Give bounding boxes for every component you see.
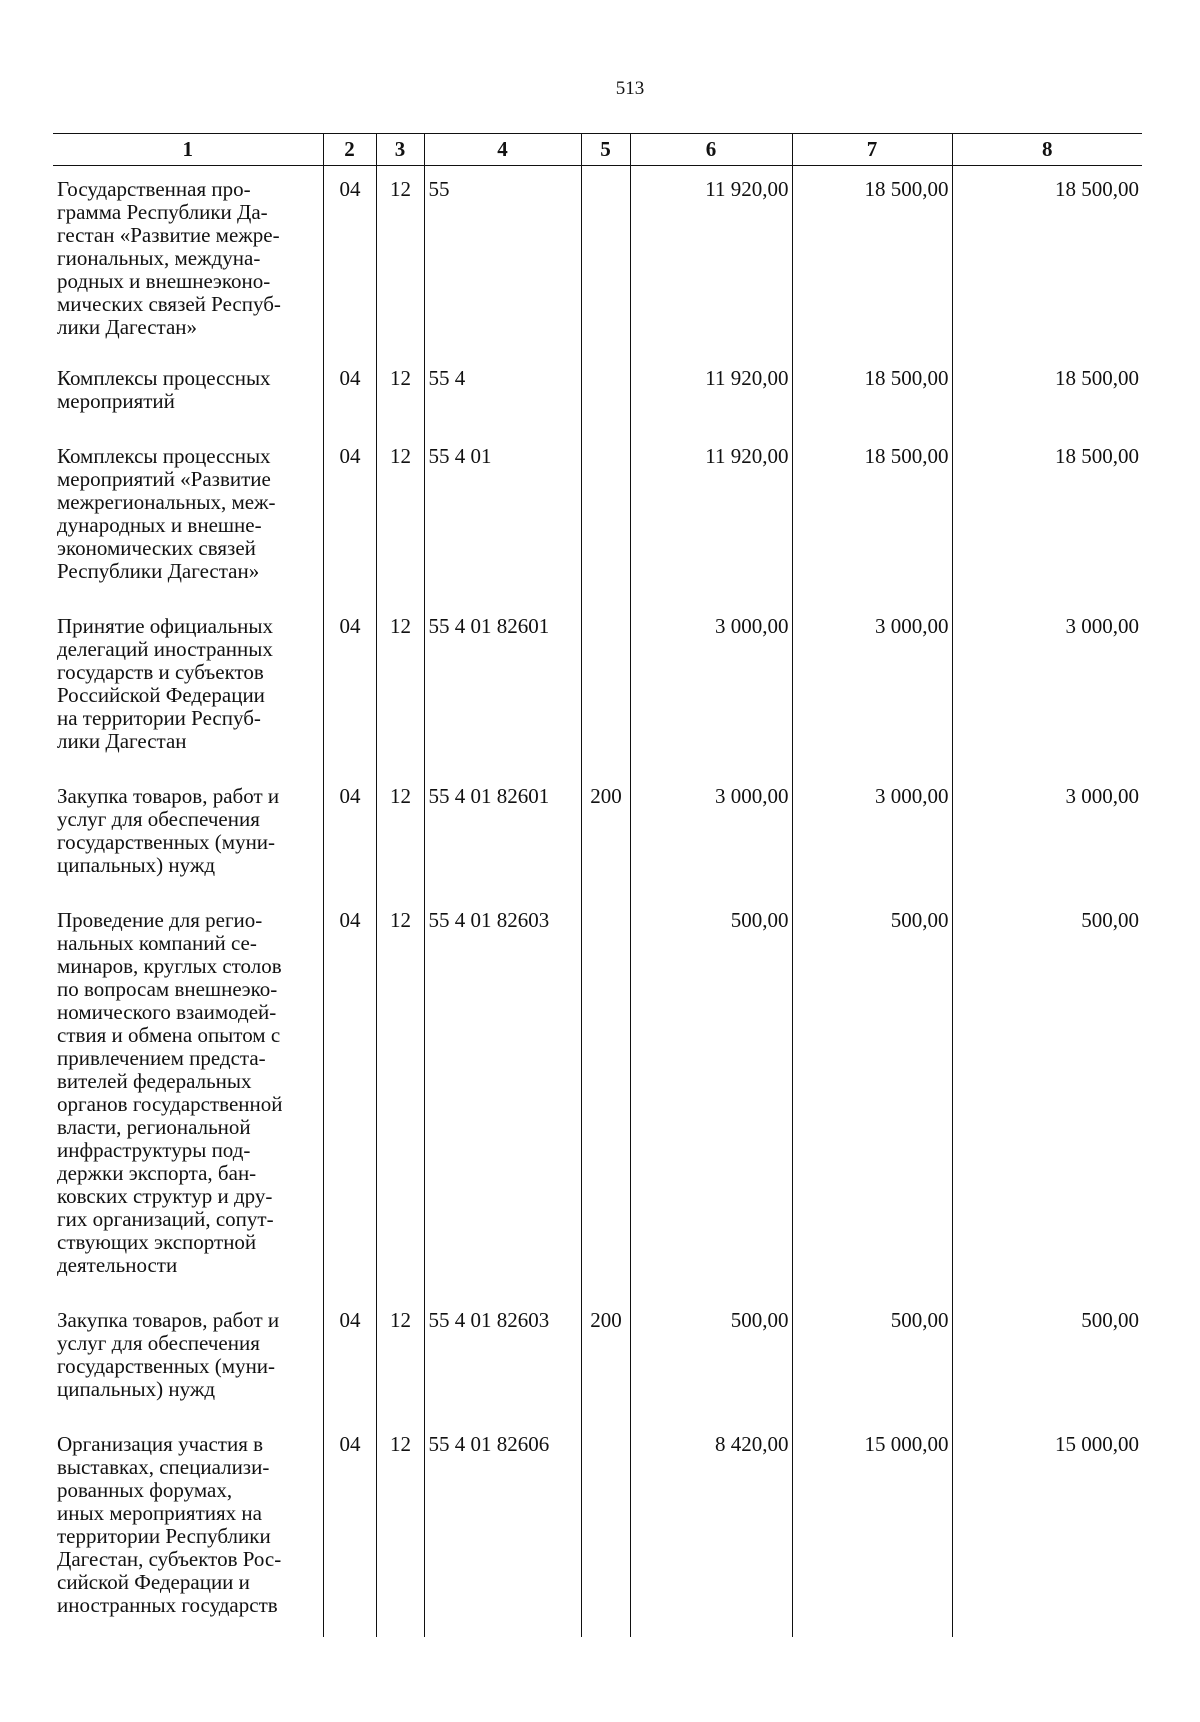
row-amount-col-6: 11 920,00 <box>630 359 792 433</box>
table-row <box>53 1297 1142 1421</box>
row-amount-col-7: 500,00 <box>792 1297 952 1421</box>
row-subsection: 12 <box>376 897 424 1297</box>
row-section: 04 <box>323 773 376 897</box>
row-name: Организация участия в выставках, специализи- рованных форумах, иных мероприятиях на территории Республики Дагестан, субъектов Рос- сийской Федерации и иностранных государств <box>57 1432 282 1617</box>
row-name: Закупка товаров, работ и услуг для обеспечения государственных (муни- ципальных) нужд <box>57 1308 280 1401</box>
header-col-3: 3 <box>376 134 424 166</box>
row-amount-col-8: 3 000,00 <box>952 773 1142 897</box>
table-header-row <box>53 134 1142 166</box>
row-amount-col-6: 500,00 <box>630 897 792 1297</box>
row-subsection: 12 <box>376 603 424 773</box>
row-subsection: 12 <box>376 433 424 603</box>
row-expense-type <box>581 603 630 773</box>
row-name: Комплексы процессных мероприятий «Развитие межрегиональных, меж- дународных и внешне- экономических связей Республики Дагестан» <box>57 444 276 583</box>
row-amount-col-8: 15 000,00 <box>952 1421 1142 1637</box>
row-amount-col-6: 500,00 <box>630 1297 792 1421</box>
row-target-code: 55 4 01 82601 <box>424 773 581 897</box>
row-expense-type: 200 <box>581 773 630 897</box>
table-row <box>53 1421 1142 1637</box>
row-expense-type: 200 <box>581 1297 630 1421</box>
row-expense-type <box>581 1421 630 1637</box>
row-amount-col-7: 3 000,00 <box>792 773 952 897</box>
header-col-7: 7 <box>792 134 952 166</box>
row-amount-col-8: 18 500,00 <box>952 359 1142 433</box>
row-target-code: 55 4 01 82601 <box>424 603 581 773</box>
row-amount-col-8: 500,00 <box>952 897 1142 1297</box>
row-amount-col-8: 500,00 <box>952 1297 1142 1421</box>
row-amount-col-7: 18 500,00 <box>792 433 952 603</box>
table-body <box>53 166 1142 1638</box>
row-amount-col-8: 18 500,00 <box>952 166 1142 360</box>
header-col-5: 5 <box>581 134 630 166</box>
row-name: Закупка товаров, работ и услуг для обеспечения государственных (муни- ципальных) нужд <box>57 784 280 877</box>
row-amount-col-7: 15 000,00 <box>792 1421 952 1637</box>
row-amount-col-8: 18 500,00 <box>952 433 1142 603</box>
row-target-code: 55 4 01 82606 <box>424 1421 581 1637</box>
row-target-code: 55 4 01 82603 <box>424 1297 581 1421</box>
header-col-2: 2 <box>323 134 376 166</box>
page-number: 513 <box>615 78 645 99</box>
table-row <box>53 897 1142 1297</box>
row-section: 04 <box>323 1297 376 1421</box>
header-col-8: 8 <box>952 134 1142 166</box>
header-col-1: 1 <box>53 134 323 166</box>
row-amount-col-7: 500,00 <box>792 897 952 1297</box>
row-amount-col-8: 3 000,00 <box>952 603 1142 773</box>
row-target-code: 55 <box>424 166 581 360</box>
row-section: 04 <box>323 359 376 433</box>
row-expense-type <box>581 897 630 1297</box>
row-amount-col-6: 3 000,00 <box>630 773 792 897</box>
budget-table <box>53 133 1142 1637</box>
row-target-code: 55 4 01 <box>424 433 581 603</box>
row-section: 04 <box>323 166 376 360</box>
table-row <box>53 359 1142 433</box>
row-subsection: 12 <box>376 166 424 360</box>
row-expense-type <box>581 359 630 433</box>
row-section: 04 <box>323 433 376 603</box>
row-section: 04 <box>323 603 376 773</box>
row-amount-col-6: 3 000,00 <box>630 603 792 773</box>
table-row <box>53 603 1142 773</box>
row-name: Принятие официальных делегаций иностранных государств и субъектов Российской Федерации на территории Респуб- лики Дагестан <box>57 614 274 753</box>
table-row <box>53 166 1142 360</box>
row-amount-col-7: 18 500,00 <box>792 359 952 433</box>
row-target-code: 55 4 <box>424 359 581 433</box>
row-name: Проведение для регио- нальных компаний се- минаров, круглых столов по вопросам внешнеэко- номического взаимодей- ствия и обмена опытом с привлечением предста- вителей федеральных органов государственной власти, региональной инфраструктуры под- держки экспорта, бан- ковских структур и дру- гих организаций, сопут- ствующих экспортной деятельности <box>57 908 283 1277</box>
row-section: 04 <box>323 1421 376 1637</box>
row-subsection: 12 <box>376 773 424 897</box>
header-col-6: 6 <box>630 134 792 166</box>
row-expense-type <box>581 433 630 603</box>
row-name: Комплексы процессных мероприятий <box>57 366 271 413</box>
row-amount-col-7: 3 000,00 <box>792 603 952 773</box>
row-subsection: 12 <box>376 359 424 433</box>
row-amount-col-7: 18 500,00 <box>792 166 952 360</box>
row-expense-type <box>581 166 630 360</box>
table-row <box>53 773 1142 897</box>
row-amount-col-6: 11 920,00 <box>630 433 792 603</box>
row-target-code: 55 4 01 82603 <box>424 897 581 1297</box>
row-section: 04 <box>323 897 376 1297</box>
header-col-4: 4 <box>424 134 581 166</box>
table-row <box>53 433 1142 603</box>
row-name: Государственная про- грамма Республики Да- гестан «Развитие межре- гиональных, междуна- родных и внешнеэконо- мических связей Респуб- лики Дагестан» <box>57 177 281 339</box>
row-amount-col-6: 11 920,00 <box>630 166 792 360</box>
row-subsection: 12 <box>376 1297 424 1421</box>
row-amount-col-6: 8 420,00 <box>630 1421 792 1637</box>
row-subsection: 12 <box>376 1421 424 1637</box>
